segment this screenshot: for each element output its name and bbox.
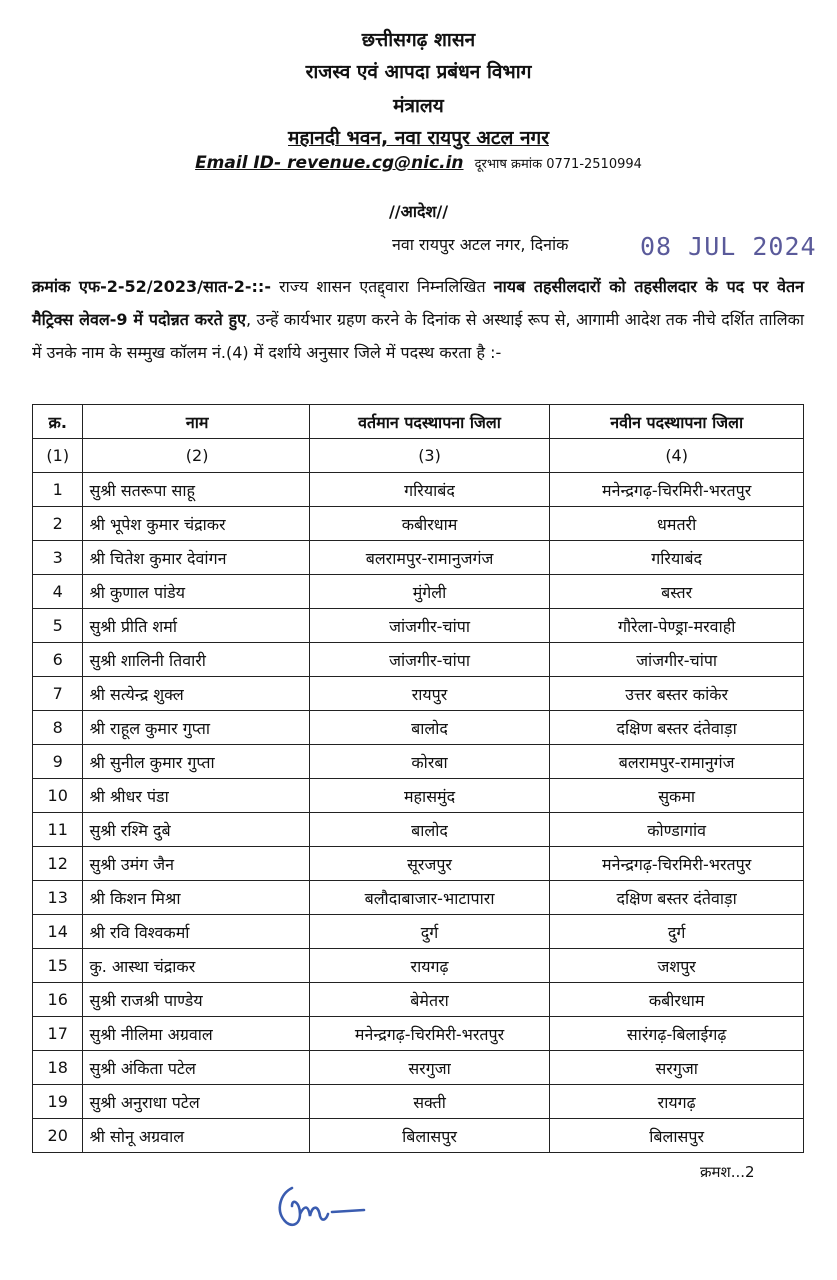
cell-serial: 9 bbox=[33, 745, 83, 779]
cell-current-district: गरियाबंद bbox=[309, 473, 550, 507]
cell-name: सुश्री अनुराधा पटेल bbox=[83, 1085, 309, 1119]
cell-name: सुश्री अंकिता पटेल bbox=[83, 1051, 309, 1085]
table-row bbox=[33, 643, 804, 677]
cell-new-district: रायगढ़ bbox=[550, 1085, 804, 1119]
cell-name: श्री कुणाल पांडेय bbox=[83, 575, 309, 609]
table-row bbox=[33, 745, 804, 779]
cell-name: सुश्री सतरूपा साहू bbox=[83, 473, 309, 507]
cell-name: श्री चितेश कुमार देवांगन bbox=[83, 541, 309, 575]
table-row bbox=[33, 1085, 804, 1119]
order-text-a: राज्य शासन एतद्द्वारा निम्नलिखित bbox=[270, 277, 494, 296]
cell-new-district: उत्तर बस्तर कांकेर bbox=[550, 677, 804, 711]
table-row bbox=[33, 813, 804, 847]
address: महानदी भवन, नवा रायपुर अटल नगर bbox=[288, 127, 549, 149]
cell-serial: 11 bbox=[33, 813, 83, 847]
cell-new-district: बलरामपुर-रामानुगंज bbox=[550, 745, 804, 779]
govt-name: छत्तीसगढ़ शासन bbox=[361, 29, 476, 51]
table-row bbox=[33, 1017, 804, 1051]
cell-current-district: बालोद bbox=[309, 813, 550, 847]
cell-serial: 6 bbox=[33, 643, 83, 677]
table-row bbox=[33, 711, 804, 745]
cell-serial: 5 bbox=[33, 609, 83, 643]
cell-serial: 4 bbox=[33, 575, 83, 609]
table-row bbox=[33, 507, 804, 541]
cell-name: सुश्री राजश्री पाण्डेय bbox=[83, 983, 309, 1017]
cell-current-district: बालोद bbox=[309, 711, 550, 745]
cell-serial: 18 bbox=[33, 1051, 83, 1085]
cell-current-district: कोरबा bbox=[309, 745, 550, 779]
cell-current-district: रायपुर bbox=[309, 677, 550, 711]
order-title: //आदेश// bbox=[388, 202, 449, 221]
cell-name: श्री राहूल कुमार गुप्ता bbox=[83, 711, 309, 745]
cell-current-district: रायगढ़ bbox=[309, 949, 550, 983]
cell-current-district: दुर्ग bbox=[309, 915, 550, 949]
cell-current-district: सक्ती bbox=[309, 1085, 550, 1119]
department-name: राजस्व एवं आपदा प्रबंधन विभाग bbox=[305, 61, 532, 83]
table-row bbox=[33, 609, 804, 643]
cell-new-district: गौरेला-पेण्ड्रा-मरवाही bbox=[550, 609, 804, 643]
cell-current-district: कबीरधाम bbox=[309, 507, 550, 541]
cell-current-district: सूरजपुर bbox=[309, 847, 550, 881]
cell-current-district: बलौदाबाजार-भाटापारा bbox=[309, 881, 550, 915]
cell-current-district: बिलासपुर bbox=[309, 1119, 550, 1153]
table-row bbox=[33, 575, 804, 609]
contact-line bbox=[0, 153, 837, 173]
email-link[interactable]: Email ID- revenue.cg@nic.in bbox=[195, 153, 464, 173]
cell-name: सुश्री उमंग जैन bbox=[83, 847, 309, 881]
cell-new-district: बिलासपुर bbox=[550, 1119, 804, 1153]
cell-name: सुश्री नीलिमा अग्रवाल bbox=[83, 1017, 309, 1051]
cell-name: सुश्री प्रीति शर्मा bbox=[83, 609, 309, 643]
col-serial-header: क्र. bbox=[33, 405, 83, 439]
table-row bbox=[33, 473, 804, 507]
col-number: (3) bbox=[309, 439, 550, 473]
table-row bbox=[33, 983, 804, 1017]
posting-table bbox=[32, 404, 804, 1153]
table-body bbox=[33, 473, 804, 1153]
cell-current-district: जांजगीर-चांपा bbox=[309, 643, 550, 677]
signature-icon bbox=[270, 1176, 380, 1234]
cell-new-district: दुर्ग bbox=[550, 915, 804, 949]
cell-serial: 15 bbox=[33, 949, 83, 983]
table-header-row bbox=[33, 405, 804, 439]
cell-new-district: दक्षिण बस्तर दंतेवाड़ा bbox=[550, 881, 804, 915]
cell-new-district: कबीरधाम bbox=[550, 983, 804, 1017]
table-colnum-row bbox=[33, 439, 804, 473]
table-row bbox=[33, 1051, 804, 1085]
cell-serial: 16 bbox=[33, 983, 83, 1017]
cell-serial: 14 bbox=[33, 915, 83, 949]
cell-name: श्री किशन मिश्रा bbox=[83, 881, 309, 915]
cell-name: श्री सुनील कुमार गुप्ता bbox=[83, 745, 309, 779]
col-current-district-header: वर्तमान पदस्थापना जिला bbox=[309, 405, 550, 439]
order-ref: क्रमांक एफ-2-52/2023/सात-2-::- bbox=[32, 277, 271, 296]
table-row bbox=[33, 541, 804, 575]
cell-serial: 19 bbox=[33, 1085, 83, 1119]
table-row bbox=[33, 847, 804, 881]
table-row bbox=[33, 915, 804, 949]
cell-new-district: सारंगढ़-बिलाईगढ़ bbox=[550, 1017, 804, 1051]
table-row bbox=[33, 779, 804, 813]
table-row bbox=[33, 881, 804, 915]
cell-current-district: महासमुंद bbox=[309, 779, 550, 813]
table-row bbox=[33, 949, 804, 983]
cell-serial: 2 bbox=[33, 507, 83, 541]
cell-current-district: सरगुजा bbox=[309, 1051, 550, 1085]
cell-new-district: सरगुजा bbox=[550, 1051, 804, 1085]
continued-note: क्रमश...2 bbox=[700, 1163, 755, 1181]
cell-name: श्री सत्येन्द्र शुक्ल bbox=[83, 677, 309, 711]
cell-serial: 1 bbox=[33, 473, 83, 507]
cell-serial: 20 bbox=[33, 1119, 83, 1153]
cell-current-district: बलरामपुर-रामानुजगंज bbox=[309, 541, 550, 575]
cell-current-district: जांजगीर-चांपा bbox=[309, 609, 550, 643]
cell-name: सुश्री रश्मि दुबे bbox=[83, 813, 309, 847]
cell-new-district: दक्षिण बस्तर दंतेवाड़ा bbox=[550, 711, 804, 745]
col-number: (1) bbox=[33, 439, 83, 473]
place-date: नवा रायपुर अटल नगर, दिनांक bbox=[392, 235, 569, 254]
cell-serial: 3 bbox=[33, 541, 83, 575]
cell-serial: 10 bbox=[33, 779, 83, 813]
cell-new-district: सुकमा bbox=[550, 779, 804, 813]
cell-serial: 12 bbox=[33, 847, 83, 881]
cell-name: सुश्री शालिनी तिवारी bbox=[83, 643, 309, 677]
cell-name: श्री श्रीधर पंडा bbox=[83, 779, 309, 813]
cell-new-district: जांजगीर-चांपा bbox=[550, 643, 804, 677]
cell-name: कु. आस्था चंद्राकर bbox=[83, 949, 309, 983]
col-number: (2) bbox=[83, 439, 309, 473]
phone-number: दूरभाष क्रमांक 0771-2510994 bbox=[474, 157, 642, 172]
col-number: (4) bbox=[550, 439, 804, 473]
cell-current-district: मनेन्द्रगढ़-चिरमिरी-भरतपुर bbox=[309, 1017, 550, 1051]
col-name-header: नाम bbox=[83, 405, 309, 439]
secretariat: मंत्रालय bbox=[393, 95, 444, 117]
table-row bbox=[33, 677, 804, 711]
col-new-district-header: नवीन पदस्थापना जिला bbox=[550, 405, 804, 439]
cell-serial: 7 bbox=[33, 677, 83, 711]
cell-new-district: मनेन्द्रगढ़-चिरमिरी-भरतपुर bbox=[550, 473, 804, 507]
cell-serial: 17 bbox=[33, 1017, 83, 1051]
cell-new-district: बस्तर bbox=[550, 575, 804, 609]
cell-current-district: मुंगेली bbox=[309, 575, 550, 609]
cell-name: श्री रवि विश्वकर्मा bbox=[83, 915, 309, 949]
order-text-c: , उन्हें कार्यभार ग्रहण करने के दिनांक से अस्थाई रूप से, आगामी आदेश तक नीचे दर्शित तालिका में उनके नाम के सम्मुख कॉलम नं.(4) में दर्शाये अनुसार जिले में पदस्थ करता है :- bbox=[32, 310, 804, 362]
cell-name: श्री भूपेश कुमार चंद्राकर bbox=[83, 507, 309, 541]
cell-serial: 8 bbox=[33, 711, 83, 745]
cell-serial: 13 bbox=[33, 881, 83, 915]
cell-new-district: धमतरी bbox=[550, 507, 804, 541]
date-stamp: 08 JUL 2024 bbox=[640, 232, 817, 261]
cell-new-district: गरियाबंद bbox=[550, 541, 804, 575]
cell-new-district: जशपुर bbox=[550, 949, 804, 983]
order-text-bold: नायब तहसीलदारों को तहसीलदार के पद पर वेतन मैट्रिक्स लेवल-9 में पदोन्नत करते हुए bbox=[32, 277, 805, 329]
cell-name: श्री सोनू अग्रवाल bbox=[83, 1119, 309, 1153]
cell-new-district: मनेन्द्रगढ़-चिरमिरी-भरतपुर bbox=[550, 847, 804, 881]
cell-current-district: बेमेतरा bbox=[309, 983, 550, 1017]
table-row bbox=[33, 1119, 804, 1153]
cell-new-district: कोण्डागांव bbox=[550, 813, 804, 847]
order-paragraph bbox=[32, 270, 804, 369]
